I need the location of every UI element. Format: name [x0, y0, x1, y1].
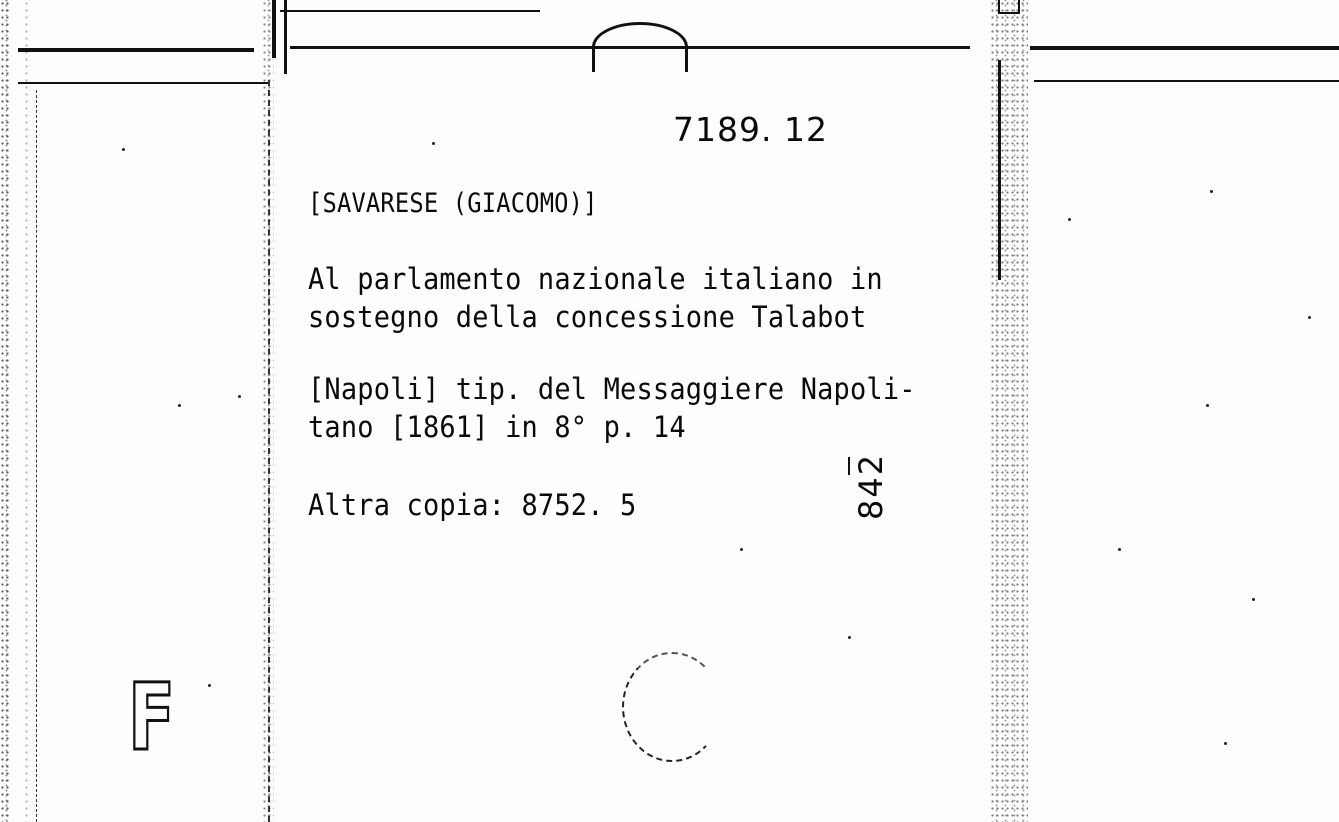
scan-speck — [1068, 218, 1071, 221]
scan-speck — [1206, 404, 1209, 407]
scan-speck — [1308, 316, 1311, 319]
imprint-line-2: tano [1861] in 8° p. 14 — [308, 410, 686, 444]
card-left-dotted-edge — [268, 80, 270, 822]
scan-speck — [238, 395, 241, 398]
vertical-number-overbar — [848, 457, 850, 475]
vertical-number-text: 842 — [852, 452, 890, 520]
card-tab-arc — [592, 22, 688, 72]
far-left-dotted-edge — [36, 90, 37, 822]
scan-speck — [1252, 598, 1255, 601]
other-copy-line: Altra copia: 8752. 5 — [308, 488, 637, 522]
top-right-bracket — [998, 0, 1020, 14]
scan-speck — [848, 636, 851, 639]
scan-speck — [1210, 190, 1213, 193]
left-card-edge-texture — [0, 0, 10, 822]
right-second-rule — [1034, 80, 1339, 82]
shelfmark: 7189. 12 — [673, 110, 828, 149]
scan-speck — [740, 548, 743, 551]
scan-speck — [432, 142, 435, 145]
imprint-line-1: [Napoli] tip. del Messaggiere Napoli- — [308, 372, 916, 406]
title-line-1: Al parlamento nazionale italiano in — [308, 262, 883, 296]
title-line-2: sostegno della concessione Talabot — [308, 300, 867, 334]
card-right-edge-texture — [990, 0, 1028, 822]
vertical-stamped-number — [852, 453, 890, 520]
left-top-rule — [18, 48, 254, 52]
punch-hole-outline — [622, 652, 722, 762]
card-tab-right-post — [284, 0, 287, 74]
right-top-rule — [1030, 46, 1339, 50]
left-second-rule — [18, 82, 270, 84]
drawer-letter-marker: F — [128, 664, 176, 771]
author-heading: [SAVARESE (GIACOMO)] — [308, 188, 598, 219]
scan-speck — [122, 148, 125, 151]
upper-left-rule — [280, 10, 540, 12]
card-tab-left-post — [272, 0, 276, 58]
right-card-bracket — [998, 60, 1001, 280]
scan-speck — [208, 684, 211, 687]
scan-speck — [178, 404, 181, 407]
left-inner-edge-texture — [24, 0, 30, 822]
scan-speck — [1224, 742, 1227, 745]
scan-speck — [1118, 548, 1121, 551]
